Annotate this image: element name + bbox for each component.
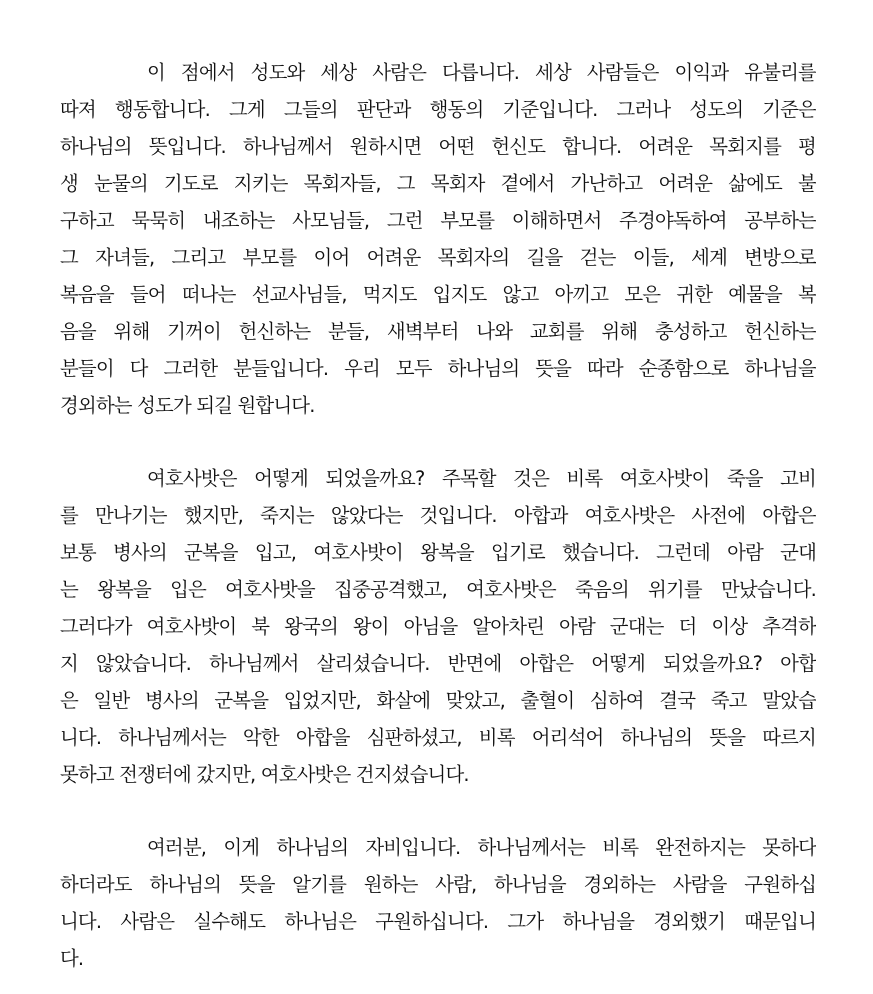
text-line: 경외하는 성도가 되길 원합니다. [60, 394, 315, 417]
text-line: 이 점에서 성도와 세상 사람은 다릅니다. 세상 사람들은 이익과 유불리를 [147, 61, 816, 84]
text-line: 보통 병사의 군복을 입고, 여호사밧이 왕복을 입기로 했습니다. 그런데 아람 군대 [60, 541, 816, 564]
text-line: 은 일반 병사의 군복을 입었지만, 화살에 맞았고, 출혈이 심하여 결국 죽고 말았습 [60, 689, 816, 712]
paragraph-gap [60, 424, 816, 460]
text-line: 다. [60, 947, 84, 970]
paragraph [60, 460, 816, 793]
text-line: 음을 위해 기꺼이 헌신하는 분들, 새벽부터 나와 교회를 위해 충성하고 헌신하는 [60, 320, 816, 343]
text-line: 분들이 다 그러한 분들입니다. 우리 모두 하나님의 뜻을 따라 순종함으로 하나님을 [60, 357, 816, 380]
text-line: 생 눈물의 기도로 지키는 목회자들, 그 목회자 곁에서 가난하고 어려운 삶에도 불 [60, 172, 816, 195]
text-line: 니다. 하나님께서는 악한 아합을 심판하셨고, 비록 어리석어 하나님의 뜻을 따르지 [60, 726, 816, 749]
text-line: 하나님의 뜻입니다. 하나님께서 원하시면 어떤 헌신도 합니다. 어려운 목회지를 평 [60, 135, 816, 158]
text-line: 구하고 묵묵히 내조하는 사모님들, 그런 부모를 이해하면서 주경야독하여 공부하는 [60, 209, 816, 232]
text-line: 못하고 전쟁터에 갔지만, 여호사밧은 건지셨습니다. [60, 763, 469, 786]
text-line: 니다. 사람은 실수해도 하나님은 구원하십니다. 그가 하나님을 경외했기 때문입니 [60, 910, 816, 933]
text-line: 하더라도 하나님의 뜻을 알기를 원하는 사람, 하나님을 경외하는 사람을 구원하십 [60, 873, 816, 896]
text-line: 복음을 들어 떠나는 선교사님들, 먹지도 입지도 않고 아끼고 모은 귀한 예물을 복 [60, 283, 816, 306]
text-line: 그러다가 여호사밧이 북 왕국의 왕이 아님을 알아차린 아람 군대는 더 이상 추격하 [60, 615, 816, 638]
text-line: 그 자녀들, 그리고 부모를 이어 어려운 목회자의 길을 걷는 이들, 세계 변방으로 [60, 246, 816, 269]
text-line: 를 만나기는 했지만, 죽지는 않았다는 것입니다. 아합과 여호사밧은 사전에 아합은 [60, 504, 816, 527]
paragraph [60, 54, 816, 424]
text-line: 따져 행동합니다. 그게 그들의 판단과 행동의 기준입니다. 그러나 성도의 기준은 [60, 98, 816, 121]
text-line: 지 않았습니다. 하나님께서 살리셨습니다. 반면에 아합은 어떻게 되었을까요? 아합 [60, 652, 816, 675]
text-line: 여러분, 이게 하나님의 자비입니다. 하나님께서는 비록 완전하지는 못하다 [147, 836, 816, 859]
document-body [60, 54, 816, 977]
paragraph-gap [60, 793, 816, 829]
text-line: 여호사밧은 어떻게 되었을까요? 주목할 것은 비록 여호사밧이 죽을 고비 [147, 467, 816, 490]
text-line: 는 왕복을 입은 여호사밧을 집중공격했고, 여호사밧은 죽음의 위기를 만났습니다. [60, 578, 816, 601]
paragraph [60, 829, 816, 977]
